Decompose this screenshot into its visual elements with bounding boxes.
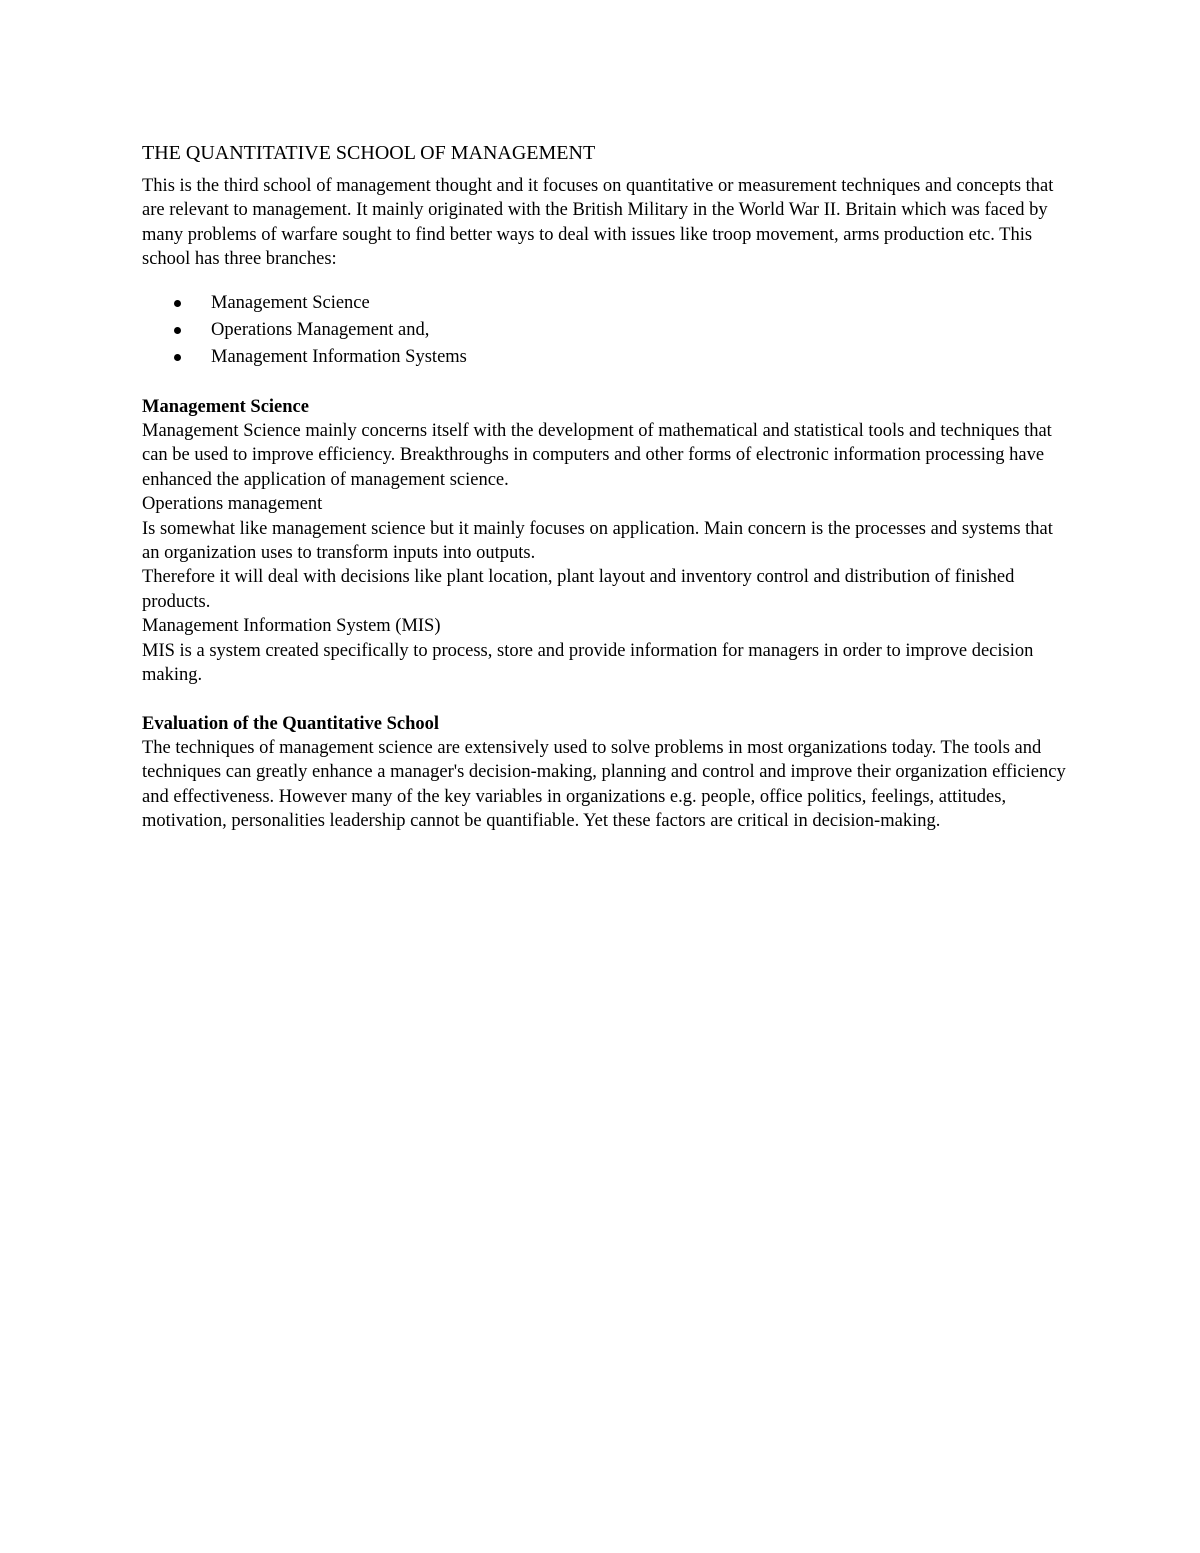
branches-list (142, 290, 1072, 371)
operations-management-paragraph: Is somewhat like management science but it mainly focuses on application. Main concern is the processes and systems that an organization uses to transform inputs into outputs. (142, 518, 1053, 564)
mis-heading: Management Information System (MIS) (142, 616, 441, 637)
bullet-icon (174, 354, 181, 361)
operations-management-paragraph-2: Therefore it will deal with decisions like plant location, plant layout and inventory control and distribution of finished products. (142, 567, 1015, 612)
management-science-heading: Management Science (142, 396, 309, 417)
list-item-text: Management Science (211, 292, 370, 313)
document-content (142, 140, 1072, 834)
evaluation-paragraph: The techniques of management science are extensively used to solve problems in most organizations today. The tools and techniques can greatly enhance a manager's decision-making, planning and control and improve their organization efficiency and effectiveness. However many of the key variables in organizations e.g. people, office politics, feelings, attitudes, motivation, personalities leadership cannot be quantifiable. Yet these factors are critical in decision-making. (142, 737, 1066, 832)
list-item (142, 317, 1072, 344)
list-item-text: Operations Management and, (211, 319, 430, 340)
document-title: THE QUANTITATIVE SCHOOL OF MANAGEMENT (142, 142, 596, 164)
intro-paragraph: This is the third school of management thought and it focuses on quantitative or measurement techniques and concepts that are relevant to management. It mainly originated with the British Military in the World War II. Britain which was faced by many problems of warfare sought to find better ways to deal with issues like troop movement, arms production etc. This school has three branches: (142, 176, 1054, 270)
list-item (142, 290, 1072, 317)
bullet-icon (174, 300, 181, 307)
list-item (142, 344, 1072, 371)
list-item-text: Management Information Systems (211, 346, 467, 367)
evaluation-heading: Evaluation of the Quantitative School (142, 713, 440, 734)
management-science-paragraph: Management Science mainly concerns itself with the development of mathematical and statistical tools and techniques that can be used to improve efficiency. Breakthroughs in computers and other forms of electronic information processing have enhanced the application of management science. (142, 421, 1052, 490)
operations-management-heading: Operations management (142, 494, 323, 515)
bullet-icon (174, 327, 181, 334)
mis-paragraph: MIS is a system created specifically to process, store and provide information for managers in order to improve decision making. (142, 640, 1034, 686)
